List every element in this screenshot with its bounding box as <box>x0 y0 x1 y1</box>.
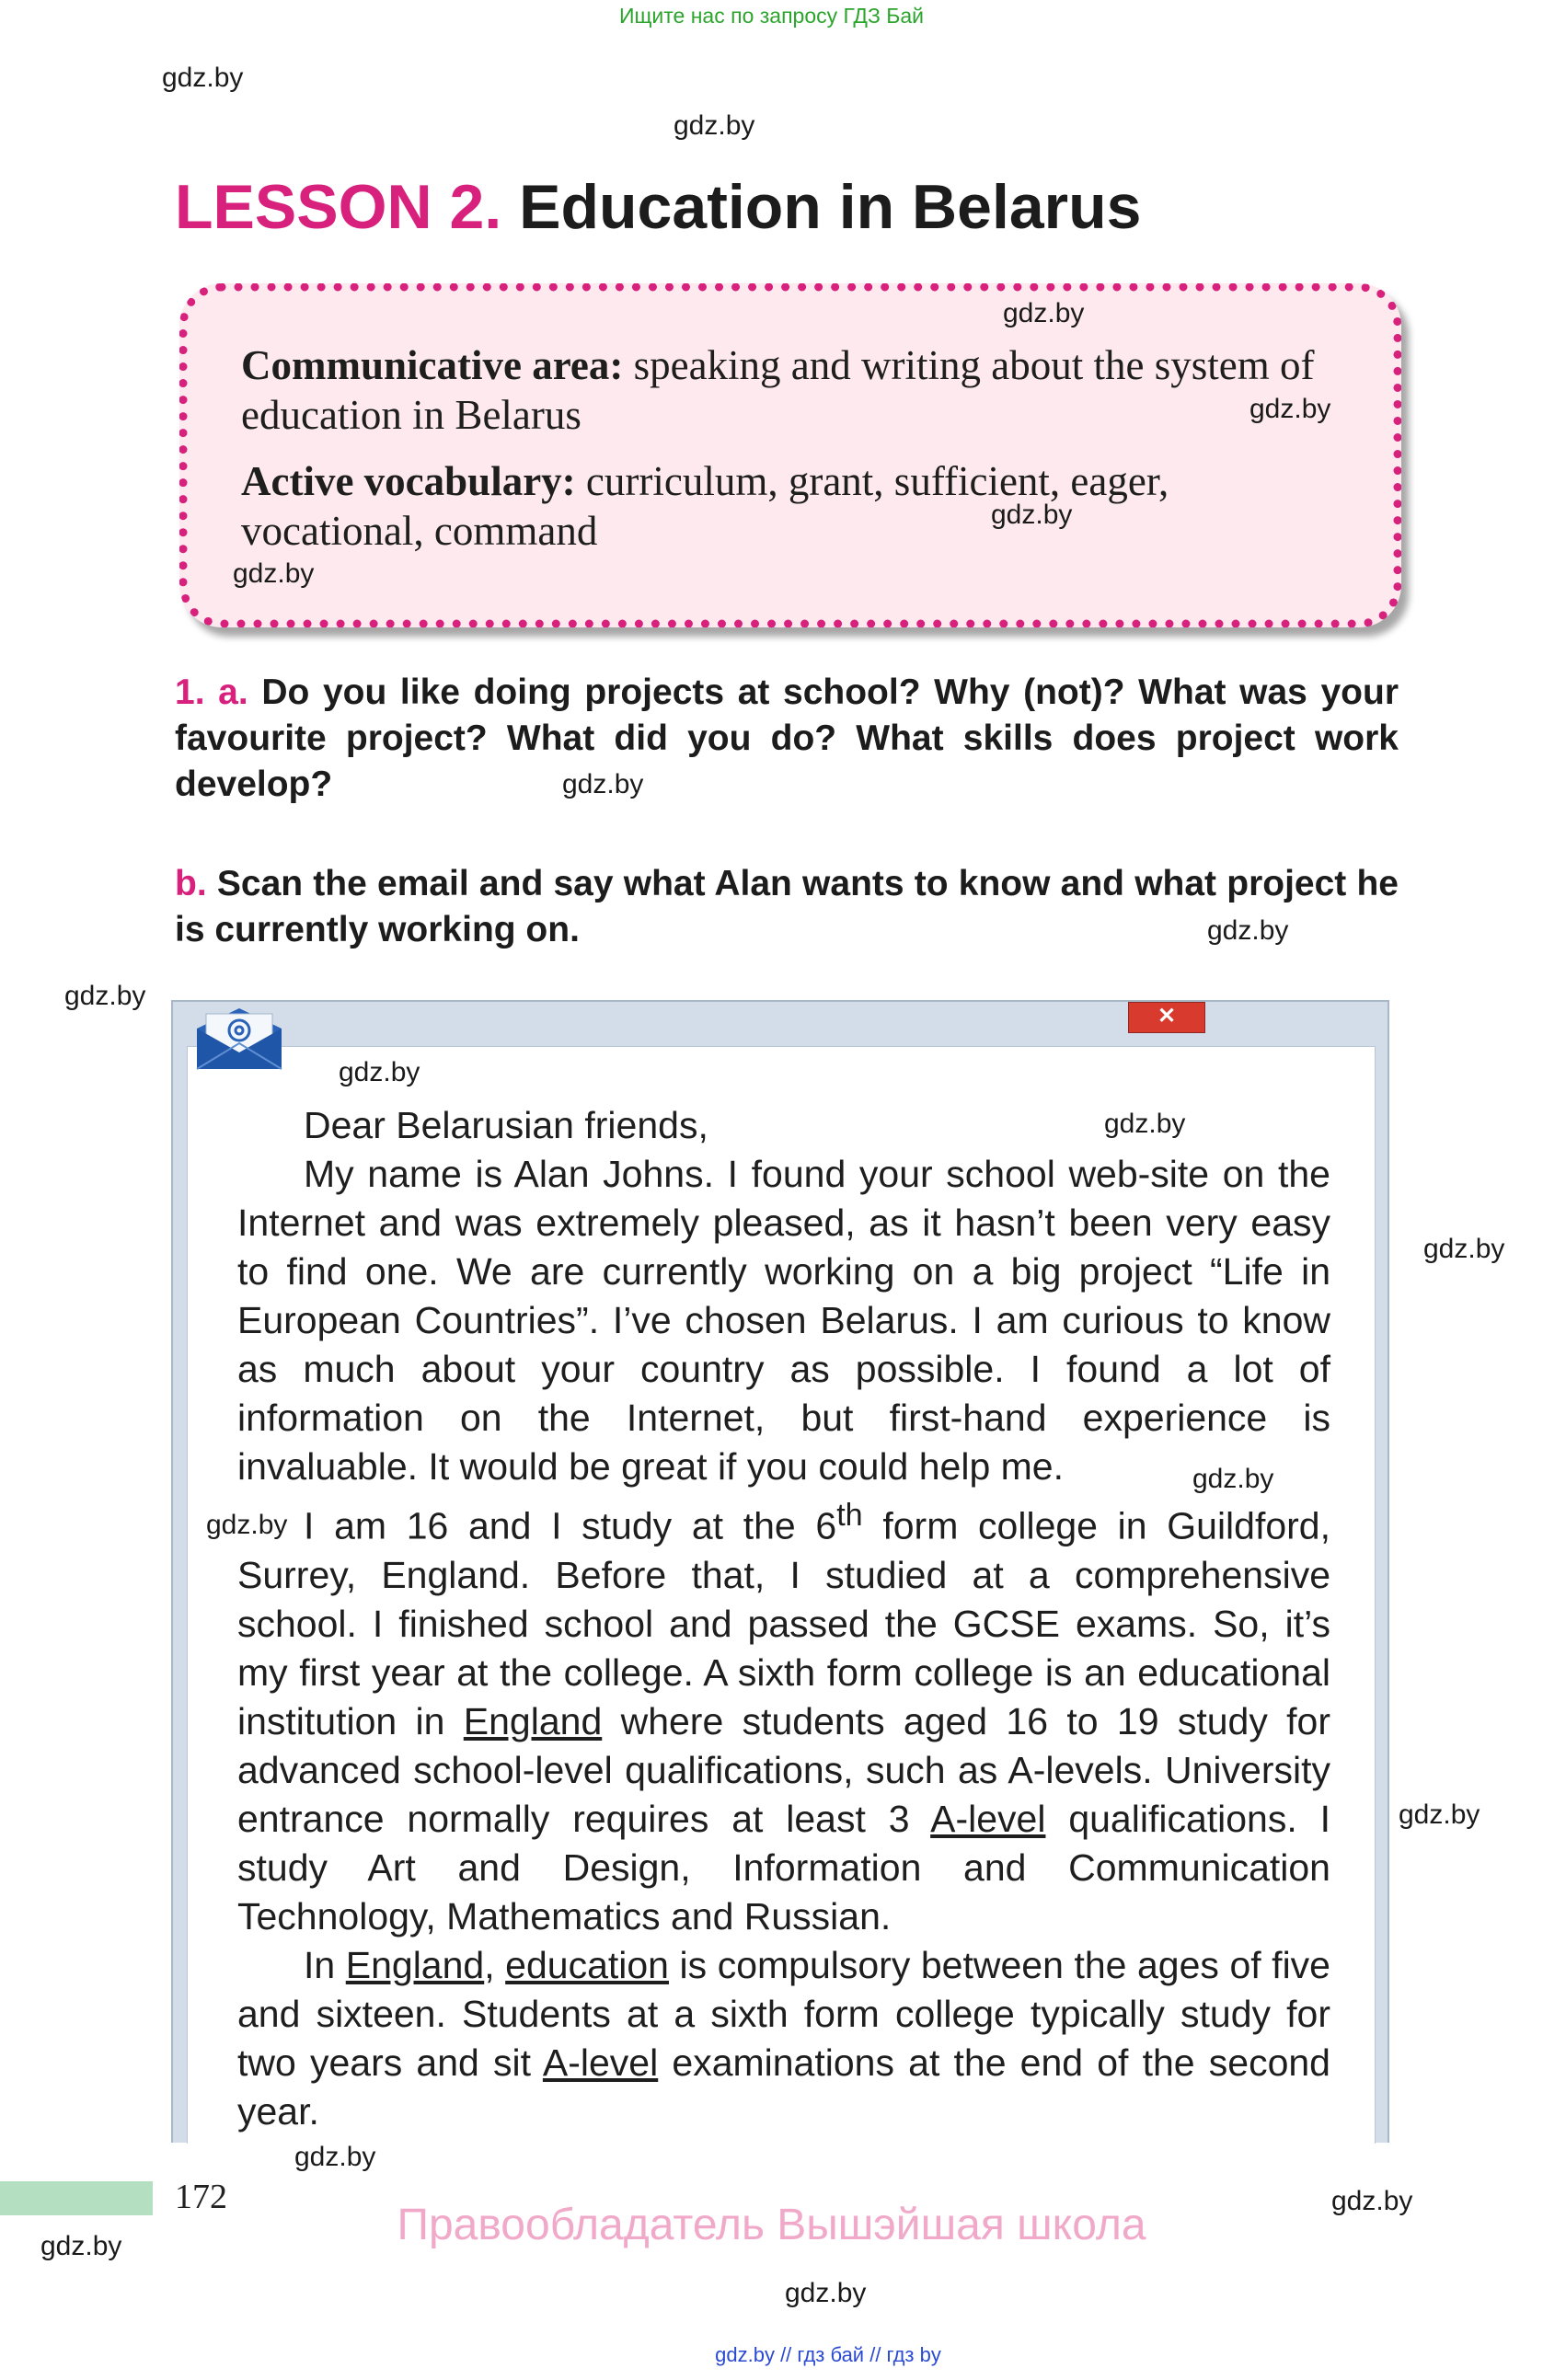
watermark: gdz.by <box>40 2231 122 2261</box>
lesson-name: Education in Belarus <box>519 172 1142 242</box>
active-vocabulary <box>241 456 1327 556</box>
watermark: gdz.by <box>1331 2186 1413 2216</box>
email-p2-superscript: th <box>836 1498 863 1533</box>
email-p3-part-a: In <box>304 1943 346 1986</box>
email-paragraph-2 <box>237 1491 1330 1941</box>
link-england-2[interactable]: England <box>345 1943 485 1986</box>
task-1a <box>175 670 1399 808</box>
watermark: gdz.by <box>562 769 644 799</box>
watermark: gdz.by <box>1423 1234 1505 1264</box>
watermark: gdz.by <box>1207 915 1289 946</box>
objectives-box <box>179 283 1401 627</box>
email-paragraph-1: My name is Alan Johns. I found your school web-site on the Internet and was extremely pleased, as it hasn’t been very easy to find one. We are currently working on a big project “Life in European Countries”. I’ve chosen Belarus. I am curious to know as much about your country as possible. I found a lot of information on the Internet, but first-hand experience is invaluable. It would be great if you could help me. <box>237 1153 1330 1488</box>
link-a-level-2[interactable]: A-level <box>542 2041 659 2084</box>
task-1a-text: Do you like doing projects at school? Why (not)? What was your favourite project? What did you do? What skills does project work develop? <box>175 673 1399 804</box>
link-england[interactable]: England <box>463 1699 603 1742</box>
watermark: gdz.by <box>162 63 244 93</box>
communicative-area-text: speaking and writing about the system of education in Belarus <box>241 342 1315 438</box>
email-p2-part-a: I am 16 and I study at the 6 <box>304 1504 837 1547</box>
watermark: gdz.by <box>233 558 315 589</box>
watermark: gdz.by <box>674 110 755 141</box>
close-button[interactable]: ✕ <box>1128 1002 1205 1033</box>
email-greeting: Dear Belarusian friends, <box>304 1104 708 1146</box>
email-p3-part-b: , <box>484 1943 506 1986</box>
email-p2-part-c: where students aged 16 to 19 study for advanced school-level qualifications, such as A-levels. University entrance normally requires at least 3 <box>237 1699 1330 1840</box>
task-1b-number: b. <box>175 864 207 903</box>
email-p3-part-d: examinations at the end of the second year. <box>237 2041 1330 2133</box>
copyright-notice: Правообладатель Вышэйшая школа <box>397 2201 1146 2249</box>
watermark: gdz.by <box>1399 1799 1480 1830</box>
lesson-title <box>175 171 1141 243</box>
bottom-links[interactable]: gdz.by // гдз бай // гдз by <box>715 2343 941 2366</box>
watermark: gdz.by <box>1003 298 1085 328</box>
watermark: gdz.by <box>339 1057 420 1087</box>
watermark: gdz.by <box>1249 394 1331 424</box>
search-hint: Ищите нас по запросу ГДЗ Бай <box>618 4 925 28</box>
link-education[interactable]: education <box>505 1943 669 1986</box>
communicative-area-label: Communicative area: <box>241 342 624 388</box>
active-vocabulary-label: Active vocabulary: <box>241 458 576 504</box>
email-p2-part-d: qualifications. I study Art and Design, Information and Communication Technology, Mathematics and Russian. <box>237 1797 1330 1937</box>
task-1a-number: 1. a. <box>175 673 248 712</box>
communicative-area <box>241 340 1327 440</box>
page-number: 172 <box>175 2178 227 2216</box>
email-paragraph-3 <box>237 1941 1330 2136</box>
watermark: gdz.by <box>785 2278 867 2308</box>
watermark: gdz.by <box>294 2142 376 2172</box>
email-p2-part-b: form college in Guildford, Surrey, England. Before that, I studied at a comprehensive school. I finished school and passed the GCSE exams. So, it’s my first year at the college. A sixth form college is an educational institution in <box>237 1504 1330 1742</box>
lesson-number: LESSON 2. <box>175 172 502 242</box>
task-1b-text: Scan the email and say what Alan wants to know and what project he is currently working on. <box>175 864 1399 949</box>
active-vocabulary-text: curriculum, grant, sufficient, eager, vocational, command <box>241 458 1169 554</box>
link-a-level[interactable]: A-level <box>930 1797 1046 1840</box>
email-p3-part-c: is compulsory between the ages of five and sixteen. Students at a sixth form college typically study for two years and sit <box>237 1943 1330 2084</box>
watermark: gdz.by <box>206 1510 288 1540</box>
watermark: gdz.by <box>1104 1109 1186 1139</box>
email-envelope-icon <box>193 1005 285 1071</box>
watermark: gdz.by <box>991 500 1073 530</box>
watermark: gdz.by <box>64 981 146 1011</box>
email-text <box>237 1101 1330 2136</box>
watermark: gdz.by <box>1192 1464 1274 1494</box>
